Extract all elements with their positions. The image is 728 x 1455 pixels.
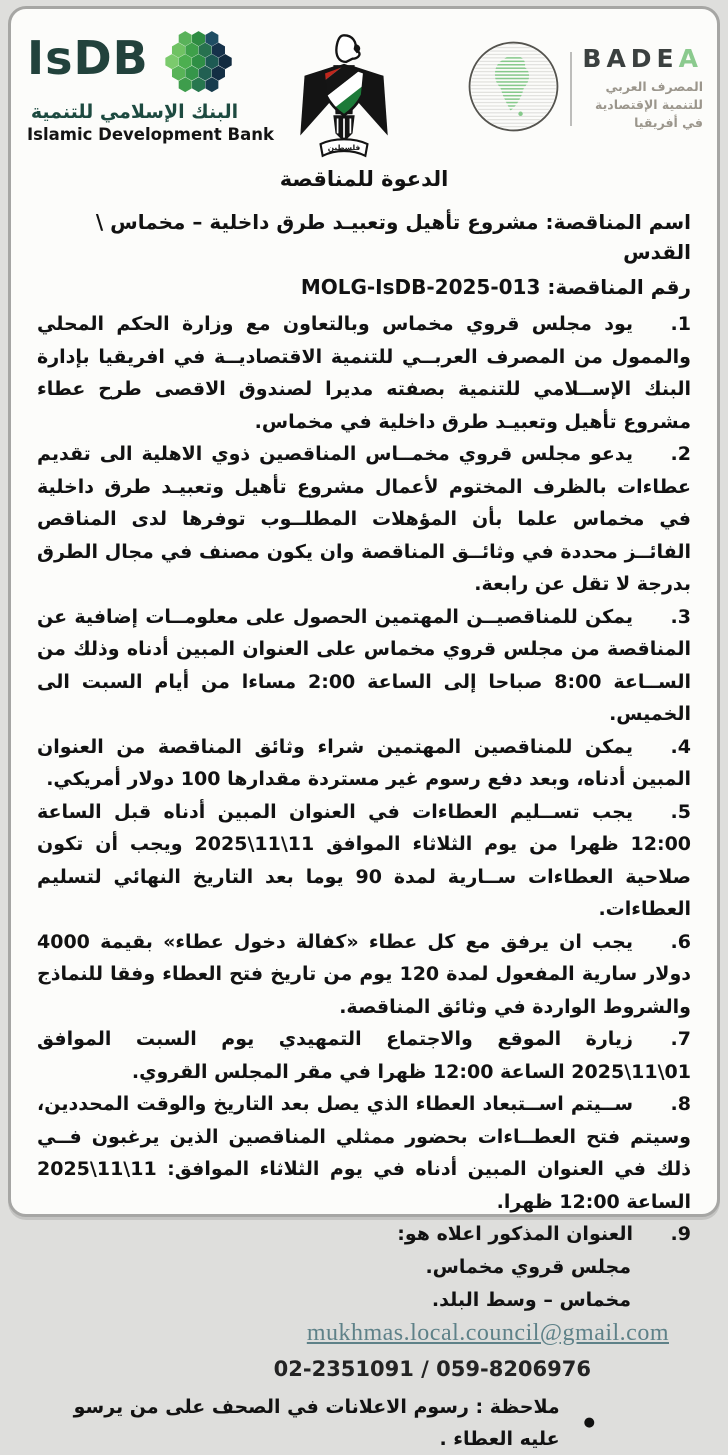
item-text: ســيتم اســتبعاد العطاء الذي يصل بعد التاريخ والوقت المحددين، وسيتم فتح العطــاءات بحضور ممثلي المناقصين الذين يرغبون فــي ذلك في العنوان المبين أدناه في يوم الثلاثاء الموافق: 11\11\2025 الساعة 12:00 ظهرا. (37, 1093, 691, 1213)
palestine-emblem (279, 31, 409, 159)
badea-africa-icon (466, 39, 562, 139)
item-text: يدعو مجلس قروي مخمــاس المناقصين ذوي الاهلية الى تقديم عطاءات بالظرف المختوم لأعمال مشروع تأهيل وتعبيـد طرق داخلية في مخماس علما بأن المؤهلات المطلــوب توفرها لدى المناقص الفائــز محددة في وثائــق المناقصة وان يكون مصنف في مجال الطرق بدرجة لا تقل عن رابعة. (37, 443, 691, 595)
tender-item-2 (37, 438, 691, 601)
item-text: يود مجلس قروي مخماس وبالتعاون مع وزارة الحكم المحلي والممول من المصرف العربــي للتنمية الاقتصاديــة في افريقيا بإدارة البنك الإســلامي للتنمية بصفته مديرا لصندوق الاقصى طرح عطاء مشروع تأهيل وتعبيـد طرق داخلية في مخماس. (37, 313, 691, 433)
address-location: مخماس – وسط البلد. (431, 1288, 631, 1311)
item-text: العنوان المذكور اعلاه هو: (397, 1223, 633, 1245)
badea-arabic-name: المصرف العربي للتنمية الإقتصادية في أفريقيا (595, 79, 703, 130)
notice-page (8, 6, 720, 1450)
email-row (11, 1318, 717, 1350)
isdb-globe-icon (157, 29, 239, 97)
item-number: 9. (670, 1223, 691, 1245)
item-text: يجب ان يرفق مع كل عطاء «كفالة دخول عطاء» بقيمة 4000 دولار سارية المفعول لمدة 120 يوم من تاريخ فتح العطاء وفقا للنماذج والشروط الواردة في وثائق المناقصة. (37, 930, 692, 1018)
footer-note-row (11, 1391, 717, 1455)
badea-wordmark: BADEA (582, 44, 703, 73)
tender-number-line: رقم المناقصة: MOLG-IsDB-2025-013 (300, 275, 691, 299)
address-council: مجلس قروي مخماس. (425, 1255, 631, 1278)
tender-item-9 (37, 1218, 691, 1251)
page-title: الدعوة للمناقصة (279, 167, 449, 191)
email-link[interactable]: mukhmas.local.council@gmail.com (306, 1319, 669, 1346)
footer-note-text: ملاحظة : رسوم الاعلانات في الصحف على من يرسو عليه العطاء . (73, 1395, 560, 1450)
tender-name-line: اسم المناقصة: مشروع تأهيل وتعبيـد طرق داخلية – مخماس \ القدس (95, 210, 691, 264)
item-number: 7. (670, 1028, 691, 1050)
isdb-arabic-name: البنك الإسلامي للتنمية (30, 101, 239, 123)
item-number: 3. (670, 605, 691, 628)
tender-item-1 (37, 308, 691, 438)
tender-item-6 (37, 926, 691, 1024)
item-number: 5. (670, 800, 691, 823)
tender-item-5 (37, 796, 691, 926)
bullet-icon: ● (583, 1415, 595, 1430)
isdb-logo (27, 29, 274, 144)
item-number: 2. (670, 443, 691, 465)
item-text: يمكن للمناقصيــن المهتمين الحصول على معلومــات إضافية عن المناقصة من مجلس قروي مخماس على العنوان المبين أدناه وذلك من الســاعة 8:00 صباحا إلى الساعة 2:00 مساءا من أيام السبت الى الخميس. (37, 605, 691, 725)
phone-numbers: 02-2351091 / 059-8206976 (273, 1356, 591, 1381)
tender-items-list (11, 302, 717, 1251)
item-text: يمكن للمناقصين المهتمين شراء وثائق المناقصة من العنوان المبين أدناه، وبعد دفع رسوم غير مستردة مقدارها 100 دولار أمريكي. (37, 735, 691, 790)
item-text: زيارة الموقع والاجتماع التمهيدي يوم السبت الموافق 01\11\2025 الساعة 12:00 ظهرا في مقر المجلس القروي. (37, 1028, 691, 1083)
isdb-wordmark: IsDB (27, 31, 149, 85)
emblem-banner-text: فلسطين (327, 142, 360, 152)
item-number: 6. (670, 930, 691, 953)
item-number: 1. (670, 313, 691, 335)
header-logos (11, 9, 717, 151)
tender-item-7 (37, 1023, 691, 1088)
tender-item-8 (37, 1088, 691, 1218)
tender-item-4 (37, 731, 691, 796)
badea-divider (570, 52, 572, 126)
item-text: يجب تســليم العطاءات في العنوان المبين أدناه قبل الساعة 12:00 ظهرا من يوم الثلاثاء الموافق 11\11\2025 ويجب أن تكون صلاحية العطاءات ســارية لمدة 90 يوما بعد التاريخ النهائي لتسليم العطاءات. (37, 800, 692, 920)
isdb-english-name: Islamic Development Bank (27, 125, 274, 144)
item-number: 8. (670, 1093, 691, 1115)
item-number: 4. (670, 735, 691, 758)
tender-item-3 (37, 601, 691, 731)
badea-logo (435, 39, 703, 139)
